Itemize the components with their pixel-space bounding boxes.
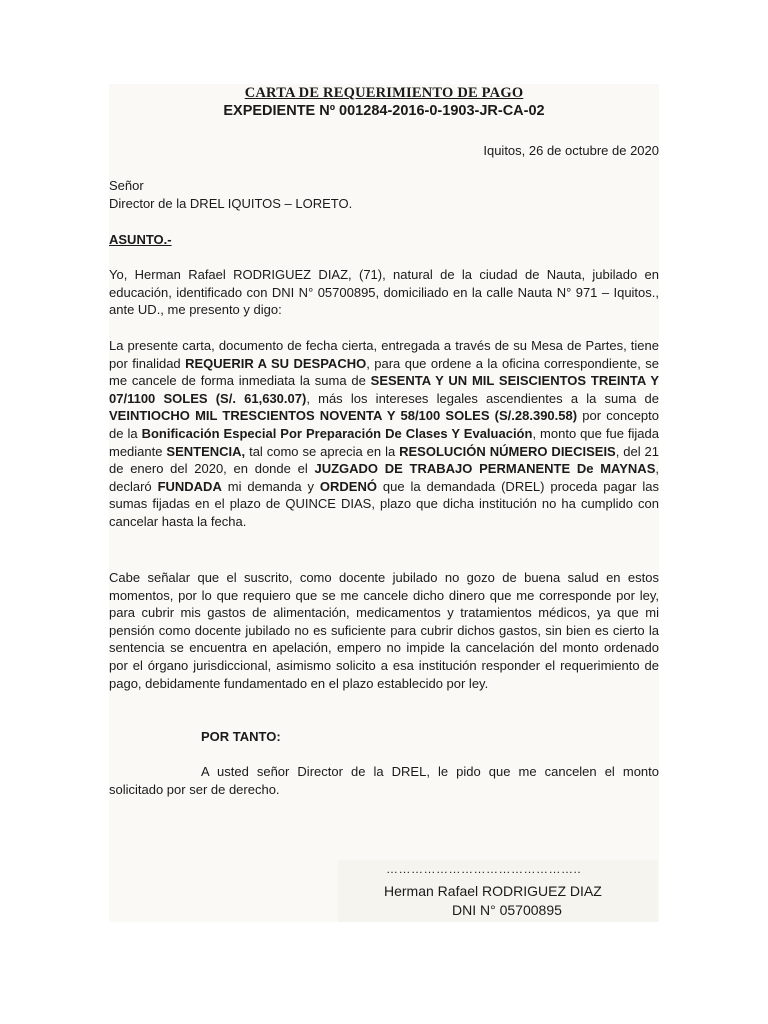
closing-paragraph: A usted señor Director de la DREL, le pido que me cancelen el monto solicitado por ser de derecho.	[109, 764, 659, 797]
signature-dni: DNI N° 05700895	[452, 902, 562, 918]
por-tanto-label: POR TANTO:	[201, 729, 281, 744]
signature-name: Herman Rafael RODRIGUEZ DIAZ	[384, 883, 602, 899]
subject-label: ASUNTO.-	[109, 232, 172, 247]
expediente-number: EXPEDIENTE Nº 001284-2016-0-1903-JR-CA-02	[223, 103, 545, 119]
request-paragraph: La presente carta, documento de fecha cierta, entregada a través de su Mesa de Partes, tiene por finalidad REQUERIR A SU DESPACHO, para que ordene a la oficina correspondiente, se me cancele de forma inmediata la suma de SESENTA Y UN MIL SEISCIENTOS TREINTA Y 07/1100 SOLES (S/. 61,630.07), más los intereses legales ascendientes a la suma de VEINTIOCHO MIL TRESCIENTOS NOVENTA Y 58/100 SOLES (S/.28.390.58) por concepto de la Bonificación Especial Por Preparación De Clases Y Evaluación, monto que fue fijada mediante SENTENCIA, tal como se aprecia en la RESOLUCIÓN NÚMERO DIECISEIS, del 21 de enero del 2020, en donde el JUZGADO DE TRABAJO PERMANENTE De MAYNAS, declaró FUNDADA mi demanda y ORDENÓ que la demandada (DREL) proceda pagar las sumas fijadas en el plazo de QUINCE DIAS, plazo que dicha institución no ha cumplido con cancelar hasta la fecha.	[109, 338, 660, 529]
signature-line: ………………………………………..	[386, 862, 582, 876]
intro-paragraph: Yo, Herman Rafael RODRIGUEZ DIAZ, (71), natural de la ciudad de Nauta, jubilado en educación, identificado con DNI N° 05700895, domiciliado en la calle Nauta N° 971 – Iquitos., ante UD., me presento y digo:	[109, 267, 659, 318]
letter-title: CARTA DE REQUERIMIENTO DE PAGO	[244, 85, 524, 101]
recipient-salutation: Señor	[109, 178, 144, 193]
recipient: Director de la DREL IQUITOS – LORETO.	[109, 196, 353, 211]
place-date: Iquitos, 26 de octubre de 2020	[483, 143, 659, 158]
justification-paragraph: Cabe señalar que el suscrito, como docente jubilado no gozo de buena salud en estos momentos, por lo que requiero que se me cancele dicho dinero que me corresponde por ley, para cubrir mis gastos de alimentación, medicamentos y tratamientos médicos, ya que mi pensión como docente jubilado no es suficiente para cubrir dichos gastos, sin bien es cierto la sentencia se encuentra en apelación, empero no impide la cancelación del monto ordenado por el órgano jurisdiccional, asimismo solicito a esa institución responder el requerimiento de pago, debidamente fundamentado en el plazo establecido por ley.	[109, 570, 659, 691]
